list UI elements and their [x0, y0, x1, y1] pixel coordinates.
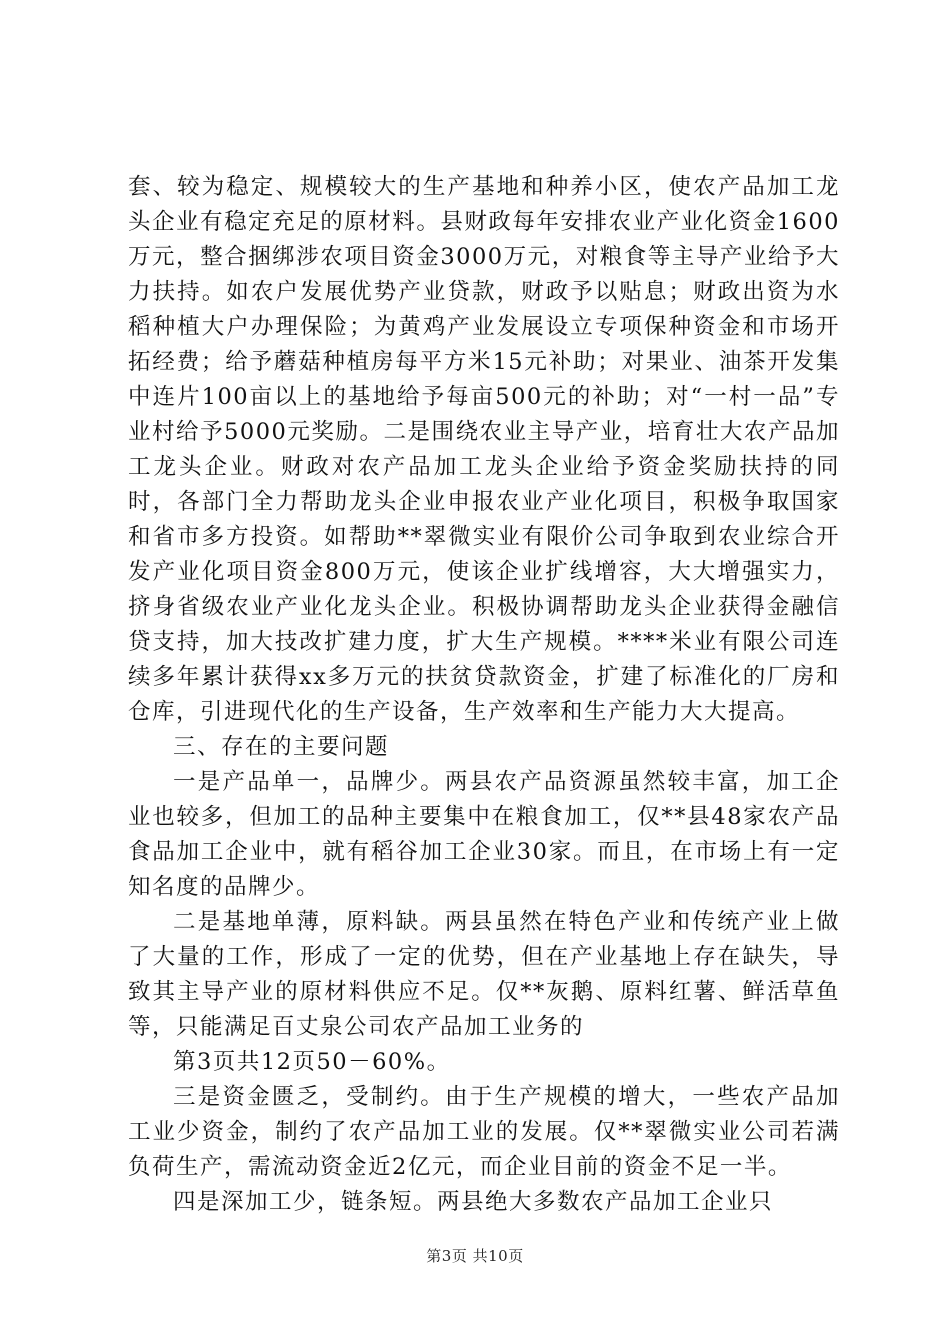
paragraph-problem-one: 一是产品单一，品牌少。两县农产品资源虽然较丰富，加工企业也较多，但加工的品种主要集中在粮食加工，仅**县48家农产品食品加工企业中，就有稻谷加工企业30家。而且，在市场上有一定知名度的品牌少。	[128, 769, 840, 900]
section-heading-main-problems: 三、存在的主要问题	[173, 734, 390, 760]
paragraph-problem-three: 三是资金匮乏，受制约。由于生产规模的增大，一些农产品加工业少资金，制约了农产品加工业的发展。仅**翠微实业公司若满负荷生产，需流动资金近2亿元，而企业目前的资金不足一半。	[128, 1084, 840, 1180]
paragraph-problem-four: 四是深加工少，链条短。两县绝大多数农产品加工企业只	[173, 1189, 774, 1215]
paragraph-problem-two: 二是基地单薄，原料缺。两县虽然在特色产业和传统产业上做了大量的工作，形成了一定的优势，但在产业基地上存在缺失，导致其主导产业的原材料供应不足。仅**灰鹅、原料红薯、鲜活草鱼等，只能满足百丈泉公司农产品加工业务的	[128, 909, 840, 1040]
page-footer: 第3页 共10页	[426, 1247, 524, 1265]
document-body	[128, 170, 840, 1220]
paragraph-funding-support: 套、较为稳定、规模较大的生产基地和种养小区，使农产品加工龙头企业有稳定充足的原材料。县财政每年安排农业产业化资金1600万元，整合捆绑涉农项目资金3000万元，对粮食等主导产业给予大力扶持。如农户发展优势产业贷款，财政予以贴息；财政出资为水稻种植大户办理保险；为黄鸡产业发展设立专项保种资金和市场开拓经费；给予蘑菇种植房每平方米15元补助；对果业、油茶开发集中连片100亩以上的基地给予每亩500元的补助；对“一村一品”专业村给予5000元奖励。二是围绕农业主导产业，培育壮大农产品加工龙头企业。财政对农产品加工龙头企业给予资金奖励扶持的同时，各部门全力帮助龙头企业申报农业产业化项目，积极争取国家和省市多方投资。如帮助**翠微实业有限价公司争取到农业综合开发产业化项目资金800万元，使该企业扩线增容，大大增强实力，挤身省级农业产业化龙头企业。积极协调帮助龙头企业获得金融信贷支持，加大技改扩建力度，扩大生产规模。****米业有限公司连续多年累计获得xx多万元的扶贫贷款资金，扩建了标准化的厂房和仓库，引进现代化的生产设备，生产效率和生产能力大大提高。	[128, 174, 840, 725]
paragraph-page-continuation: 第3页共12页50－60%。	[173, 1049, 451, 1075]
